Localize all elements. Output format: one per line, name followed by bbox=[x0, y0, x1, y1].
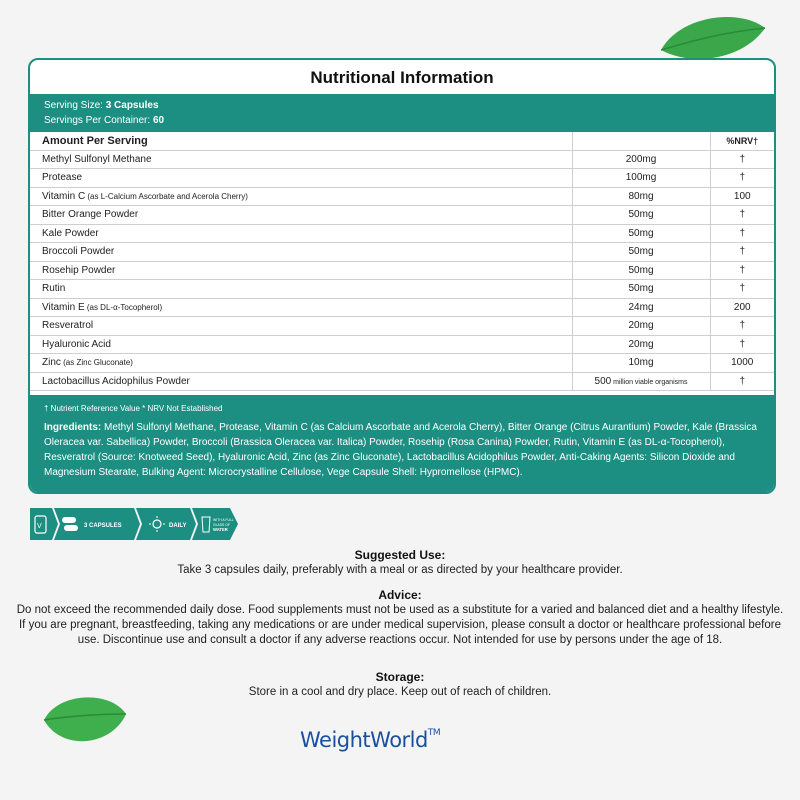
nutrient-nrv: † bbox=[710, 169, 774, 188]
nutrient-amount bbox=[572, 372, 710, 391]
table-header bbox=[30, 132, 774, 150]
table-row bbox=[30, 187, 774, 206]
nutrient-nrv: † bbox=[710, 243, 774, 262]
ingredients-text bbox=[44, 420, 760, 480]
nutrition-panel bbox=[28, 58, 776, 494]
nutrient-amount bbox=[572, 187, 710, 206]
nutrient-name bbox=[30, 224, 572, 243]
suggested-use-text: Take 3 capsules daily, preferably with a meal or as directed by your healthcare provider. bbox=[177, 564, 623, 576]
nutrient-name bbox=[30, 280, 572, 299]
nutrient-amount bbox=[572, 317, 710, 336]
nutrient-nrv: † bbox=[710, 150, 774, 169]
table-row bbox=[30, 261, 774, 280]
advice-text: Do not exceed the recommended daily dose. Food supplements must not be used as a substitute for a varied and balanced diet and a healthy lifestyle. If you are pregnant, breastfeeding, taking any medications or are under medical supervision, please consult a doctor or healthcare professional before use. Discontinue use and consult a doctor if any adverse reactions occur. Not intended for use by persons under the age of 18. bbox=[16, 604, 784, 646]
nutrient-nrv: 100 bbox=[710, 187, 774, 206]
nutrient-source: (as L-Calcium Ascorbate and Acerola Cherry) bbox=[85, 191, 248, 201]
nutrient-nrv: † bbox=[710, 372, 774, 391]
suggested-use-heading: Suggested Use: bbox=[354, 548, 446, 562]
nutrient-name bbox=[30, 150, 572, 169]
nutrient-label: Broccoli Powder bbox=[42, 246, 115, 258]
header-amount-per-serving: Amount Per Serving bbox=[30, 132, 572, 150]
svg-text:V: V bbox=[37, 523, 42, 530]
amount-value: 100mg bbox=[625, 172, 657, 184]
nutrient-name bbox=[30, 243, 572, 262]
brand-name: WeightWorld bbox=[300, 728, 428, 752]
amount-value: 80mg bbox=[628, 190, 654, 202]
capsules-label: 3 CAPSULES bbox=[84, 523, 122, 529]
nutrient-nrv: † bbox=[710, 206, 774, 225]
table-row bbox=[30, 224, 774, 243]
nutrient-name bbox=[30, 169, 572, 188]
nutrient-name bbox=[30, 206, 572, 225]
amount-value: 20mg bbox=[628, 338, 654, 350]
amount-value: 20mg bbox=[628, 320, 654, 332]
nutrient-name bbox=[30, 372, 572, 391]
nutrient-name bbox=[30, 187, 572, 206]
amount-value: 200mg bbox=[625, 153, 657, 165]
table-row bbox=[30, 280, 774, 299]
dosage-strip bbox=[30, 508, 245, 540]
serving-size-label: Serving Size: bbox=[44, 100, 106, 111]
nutrient-nrv: † bbox=[710, 335, 774, 354]
nutrient-label: Methyl Sulfonyl Methane bbox=[42, 153, 152, 165]
nutrient-amount bbox=[572, 335, 710, 354]
servings-label: Servings Per Container: bbox=[44, 115, 153, 126]
nutrient-label: Kale Powder bbox=[42, 227, 99, 239]
storage-heading: Storage: bbox=[375, 670, 425, 684]
nutrient-label: Rosehip Powder bbox=[42, 264, 116, 276]
nutrient-label: Protease bbox=[42, 172, 83, 184]
amount-value: 50mg bbox=[628, 264, 654, 276]
table-row bbox=[30, 243, 774, 262]
serving-size-value: 3 Capsules bbox=[105, 100, 159, 111]
ingredients-block bbox=[30, 395, 774, 492]
amount-unit-note: million viable organisms bbox=[611, 378, 688, 386]
table-row bbox=[30, 169, 774, 188]
nutrient-nrv: † bbox=[710, 261, 774, 280]
table-row bbox=[30, 372, 774, 391]
nutrient-amount bbox=[572, 280, 710, 299]
servings-value: 60 bbox=[152, 115, 165, 126]
table-row bbox=[30, 206, 774, 225]
advice-section bbox=[0, 588, 800, 648]
table-row bbox=[30, 317, 774, 336]
nutrient-name bbox=[30, 335, 572, 354]
nutrient-amount bbox=[572, 206, 710, 225]
nutrient-amount bbox=[572, 243, 710, 262]
brand-logo bbox=[300, 728, 440, 752]
serving-info bbox=[30, 94, 774, 132]
nutrient-label: Zinc bbox=[42, 357, 61, 369]
table-row bbox=[30, 335, 774, 354]
water-label-3: WATER bbox=[213, 527, 228, 532]
nutrient-name bbox=[30, 261, 572, 280]
nutrition-table bbox=[30, 132, 774, 391]
daily-label: DAILY bbox=[169, 523, 187, 529]
capsules-icon bbox=[54, 508, 140, 540]
water-label-1: WITH A FULL bbox=[213, 518, 234, 522]
panel-title: Nutritional Information bbox=[310, 68, 494, 87]
nutrient-amount bbox=[572, 169, 710, 188]
nutrient-label: Lactobacillus Acidophilus Powder bbox=[42, 375, 190, 387]
nutrient-label: Hyaluronic Acid bbox=[42, 338, 111, 350]
nutrient-nrv: † bbox=[710, 224, 774, 243]
nutrient-nrv: † bbox=[710, 280, 774, 299]
amount-value: 50mg bbox=[628, 283, 654, 295]
suggested-use-section bbox=[0, 548, 800, 578]
nutrient-name bbox=[30, 354, 572, 373]
nutrient-amount bbox=[572, 150, 710, 169]
nutrient-label: Vitamin E bbox=[42, 301, 85, 313]
nutrient-name bbox=[30, 298, 572, 317]
nutrient-nrv: 1000 bbox=[710, 354, 774, 373]
storage-text: Store in a cool and dry place. Keep out of reach of children. bbox=[248, 686, 552, 698]
table-row bbox=[30, 298, 774, 317]
advice-heading: Advice: bbox=[378, 588, 422, 602]
nutrient-nrv: † bbox=[710, 317, 774, 336]
amount-value: 500 bbox=[594, 375, 612, 387]
table-row bbox=[30, 354, 774, 373]
nutrient-source: (as DL-α-Tocopherol) bbox=[84, 302, 163, 312]
nutrient-label: Bitter Orange Powder bbox=[42, 209, 139, 221]
amount-value: 50mg bbox=[628, 209, 654, 221]
header-nrv: %NRV† bbox=[710, 132, 774, 150]
nutrient-amount bbox=[572, 354, 710, 373]
nutrient-label: Rutin bbox=[42, 283, 66, 295]
nutrient-label: Vitamin C bbox=[42, 190, 86, 202]
header-amount bbox=[572, 132, 710, 150]
nrv-footnote: † Nutrient Reference Value * NRV Not Established bbox=[44, 404, 223, 413]
nutrient-nrv: 200 bbox=[710, 298, 774, 317]
brand-tm: TM bbox=[427, 728, 441, 738]
amount-value: 10mg bbox=[628, 357, 654, 369]
nutrient-source: (as Zinc Gluconate) bbox=[60, 358, 133, 368]
table-row bbox=[30, 150, 774, 169]
nutrient-amount bbox=[572, 261, 710, 280]
nutrient-label: Resveratrol bbox=[42, 320, 94, 332]
water-glass-icon bbox=[192, 508, 238, 540]
nutrient-name bbox=[30, 317, 572, 336]
nutrient-amount bbox=[572, 298, 710, 317]
ingredients-list: Methyl Sulfonyl Methane, Protease, Vitamin C (as Calcium Ascorbate and Acerola Cherry), Bitter Orange (Citrus Aurantium) Powder, Kale (Brassica Oleracea var. Sabellica) Powder, Broccoli (Brassica Oleracea var. Italica) Powder, Rosehip (Rosa Canina) Powder, Rutin, Vitamin E (as DL-α-Tocopherol), Resveratrol (Source: Knotweed Seed), Hyaluronic Acid, Zinc (as Zinc Gluconate), Lactobacillus Acidophilus Powder, Anti-Caking Agents: Silicon Dioxide and Magnesium Stearate, Bulking Agent: Microcrystalline Cellulose, Vege Capsule Shell: Hypromellose (HPMC). bbox=[44, 422, 757, 478]
daily-sun-icon bbox=[136, 508, 196, 540]
storage-section bbox=[0, 670, 800, 700]
amount-value: 24mg bbox=[628, 301, 654, 313]
nutrient-amount bbox=[572, 224, 710, 243]
ingredients-label: Ingredients: bbox=[44, 422, 102, 433]
vegan-icon bbox=[30, 508, 58, 540]
amount-value: 50mg bbox=[628, 246, 654, 258]
water-label-2: GLASS OF bbox=[213, 523, 230, 527]
amount-value: 50mg bbox=[628, 227, 654, 239]
